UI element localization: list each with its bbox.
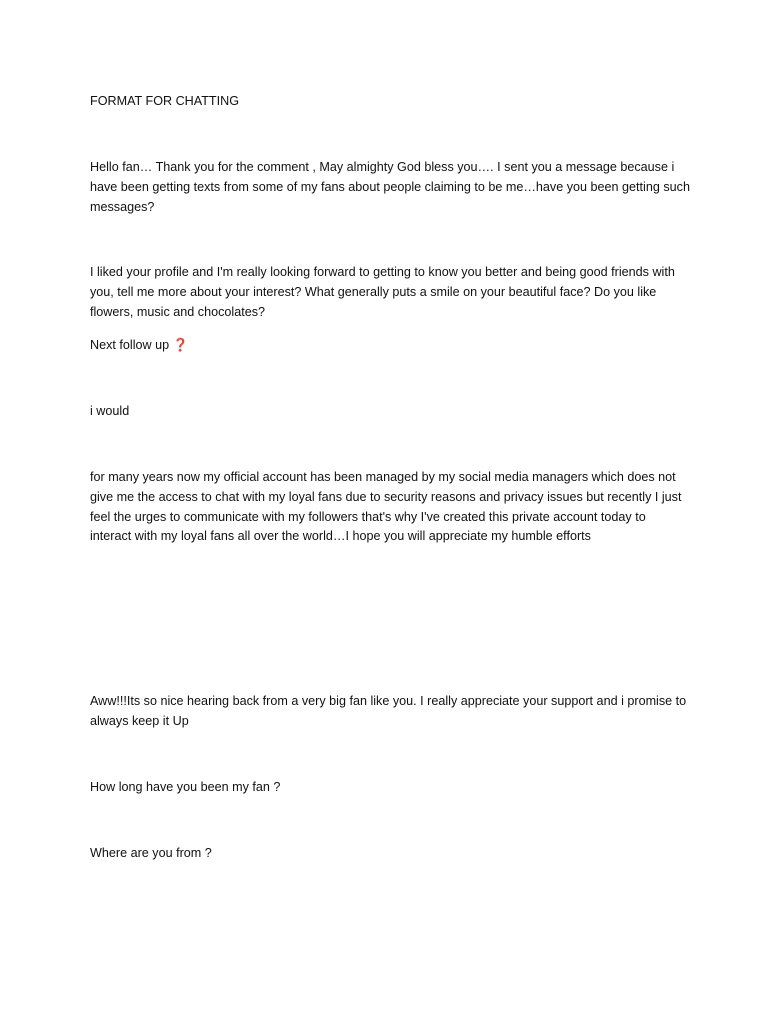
paragraph-where-from: Where are you from ?: [90, 846, 212, 860]
document-title: FORMAT FOR CHATTING: [90, 94, 240, 108]
paragraph-profile: I liked your profile and I'm really looking forward to getting to know you better and being good friends with you, tell me more about your interest? What generally puts a smile on your beautiful face? Do you like flowers, music and chocolates?: [90, 265, 675, 319]
paragraph-how-long: How long have you been my fan ?: [90, 780, 281, 794]
paragraph-follow-up: Next follow up ❓: [90, 338, 189, 352]
paragraph-greeting: Hello fan… Thank you for the comment , May almighty God bless you…. I sent you a message because i have been getting texts from some of my fans about people claiming to be me…have you been getting such messages?: [90, 160, 690, 214]
paragraph-official-account: for many years now my official account has been managed by my social media managers which does not give me the access to chat with my loyal fans due to security reasons and privacy issues but recently I just feel the urges to communicate with my followers that's why I've created this private account today to interact with my loyal fans all over the world…I hope you will appreciate my humble efforts: [90, 470, 682, 544]
paragraph-aww: Aww!!!Its so nice hearing back from a very big fan like you. I really appreciate your support and i promise to always keep it Up: [90, 694, 687, 728]
paragraph-i-would: i would: [90, 404, 130, 418]
